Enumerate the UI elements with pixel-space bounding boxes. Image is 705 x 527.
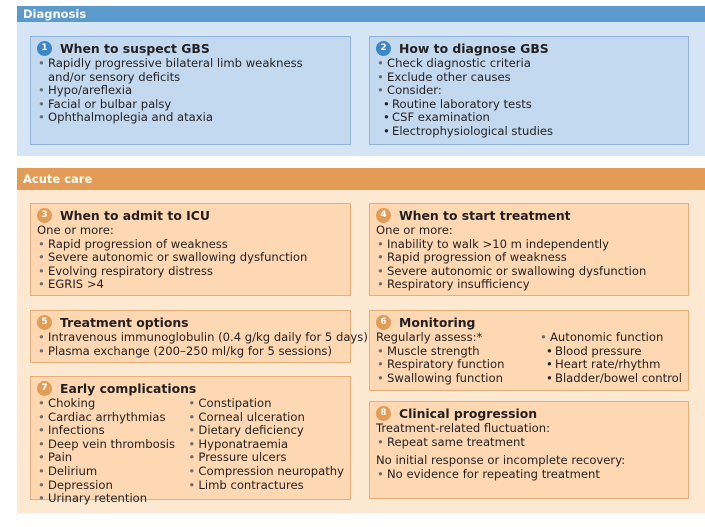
box-when-to-suspect xyxy=(30,36,351,145)
number-badge: 3 xyxy=(37,208,52,223)
list-item-continued: and/or sensory deficits xyxy=(48,69,181,84)
list-item: • Depression xyxy=(37,479,187,493)
sub-item: • Routine laboratory tests xyxy=(376,98,682,112)
list-item: • EGRIS >4 xyxy=(37,278,344,292)
list-item: • Severe autonomic or swallowing dysfunction xyxy=(376,265,682,279)
list-item: • Respiratory function xyxy=(376,358,539,372)
monitoring-right-column xyxy=(539,331,682,385)
list-item: • Evolving respiratory distress xyxy=(37,265,344,279)
complications-left-list xyxy=(37,397,187,506)
diagnose-list xyxy=(376,57,682,139)
title-text: When to start treatment xyxy=(399,207,571,223)
number-badge: 8 xyxy=(376,406,391,421)
box-how-to-diagnose xyxy=(369,36,689,145)
title-text: When to admit to ICU xyxy=(60,207,210,223)
complications-right-list xyxy=(187,397,344,506)
title-text: Clinical progression xyxy=(399,405,538,421)
list-item: • Rapid progression of weakness xyxy=(376,251,682,265)
list-item: • Delirium xyxy=(37,465,187,479)
sub-item: • Heart rate/rhythm xyxy=(539,358,682,372)
number-badge: 6 xyxy=(376,315,391,330)
list-item: • Check diagnostic criteria xyxy=(376,57,682,71)
box-start-treatment xyxy=(369,203,689,296)
title-text: When to suspect GBS xyxy=(60,40,210,56)
list-item: • Facial or bulbar palsy xyxy=(37,98,344,112)
acute-care-header: Acute care xyxy=(17,168,705,190)
number-badge: 5 xyxy=(37,315,52,330)
progression-list-1 xyxy=(376,436,682,450)
box-treatment-options xyxy=(30,310,368,363)
acute-care-section xyxy=(17,168,705,513)
list-item: • Repeat same treatment xyxy=(376,436,682,450)
sub-item: • CSF examination xyxy=(376,111,682,125)
diagnosis-header: Diagnosis xyxy=(17,6,705,22)
box-title xyxy=(37,381,344,396)
list-item: • Swallowing function xyxy=(376,372,539,386)
list-item: • Deep vein thrombosis xyxy=(37,438,187,452)
treatment-options-list xyxy=(37,330,368,358)
box-monitoring xyxy=(369,310,689,391)
intro-text: One or more: xyxy=(37,223,114,237)
suspect-list xyxy=(37,57,344,125)
list-item: • Ophthalmoplegia and ataxia xyxy=(37,111,344,125)
number-badge: 1 xyxy=(37,41,52,56)
number-badge: 7 xyxy=(37,381,52,396)
list-item: • Hyponatraemia xyxy=(187,438,344,452)
list-item: • Hypo/areflexia xyxy=(37,84,344,98)
box-title xyxy=(376,406,682,421)
icu-list xyxy=(37,238,344,292)
list-item: • Autonomic function xyxy=(539,331,682,345)
intro-text: Regularly assess:* xyxy=(376,330,483,344)
box-title xyxy=(376,208,682,223)
box-title xyxy=(376,315,682,330)
list-item: • Rapid progression of weakness xyxy=(37,238,344,252)
monitoring-columns xyxy=(376,331,682,385)
box-title xyxy=(37,208,344,223)
sub-item: • Bladder/bowel control xyxy=(539,372,682,386)
list-item: • Constipation xyxy=(187,397,344,411)
intro-text: No initial response or incomplete recovery: xyxy=(376,453,626,468)
list-item: • Limb contractures xyxy=(187,479,344,493)
diagnosis-section xyxy=(17,6,705,156)
list-item: • Cardiac arrhythmias xyxy=(37,411,187,425)
list-item: • Pain xyxy=(37,451,187,465)
list-item: • Choking xyxy=(37,397,187,411)
list-item: • Consider: xyxy=(376,84,682,98)
intro-text: One or more: xyxy=(376,223,453,237)
complications-columns xyxy=(37,397,344,506)
intro-text: Treatment-related fluctuation: xyxy=(376,421,551,435)
progression-list-2 xyxy=(376,468,682,482)
sub-item: • Electrophysiological studies xyxy=(376,125,682,139)
list-item: • Muscle strength xyxy=(376,345,539,359)
list-item: • Infections xyxy=(37,424,187,438)
list-item: • Pressure ulcers xyxy=(187,451,344,465)
list-item: • Intravenous immunoglobulin (0.4 g/kg daily for 5 days) xyxy=(37,331,344,345)
title-text: Early complications xyxy=(60,380,197,396)
list-item: • Urinary retention xyxy=(37,492,187,506)
box-title xyxy=(37,315,344,330)
box-clinical-progression xyxy=(369,401,689,499)
list-item: • Severe autonomic or swallowing dysfunction xyxy=(37,251,344,265)
start-treatment-list xyxy=(376,238,682,292)
title-text: Treatment options xyxy=(60,314,189,330)
title-text: Monitoring xyxy=(399,314,476,330)
list-item: • Rapidly progressive bilateral limb weakness xyxy=(37,57,344,71)
monitoring-left-column xyxy=(376,331,539,385)
number-badge: 2 xyxy=(376,41,391,56)
monitoring-left-list xyxy=(376,345,539,386)
box-early-complications xyxy=(30,376,351,506)
list-item: • Respiratory insufficiency xyxy=(376,278,682,292)
sub-item: • Blood pressure xyxy=(539,345,682,359)
list-item: • Inability to walk >10 m independently xyxy=(376,238,682,252)
number-badge: 4 xyxy=(376,208,391,223)
monitoring-right-list xyxy=(539,331,682,385)
list-item: • Plasma exchange (200–250 ml/kg for 5 sessions) xyxy=(37,345,344,359)
box-admit-icu xyxy=(30,203,351,296)
list-item: • Compression neuropathy xyxy=(187,465,344,479)
list-item: • No evidence for repeating treatment xyxy=(376,468,682,482)
title-text: How to diagnose GBS xyxy=(399,40,549,56)
list-item: • Exclude other causes xyxy=(376,71,682,85)
list-item: • Dietary deficiency xyxy=(187,424,344,438)
box-title xyxy=(37,41,344,56)
box-title xyxy=(376,41,682,56)
list-item: • Corneal ulceration xyxy=(187,411,344,425)
